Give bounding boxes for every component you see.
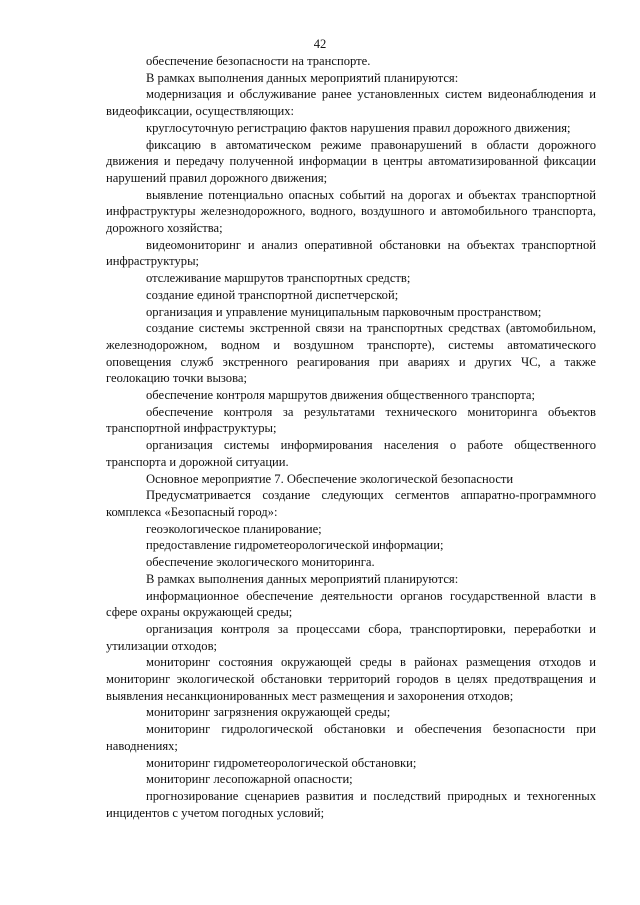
page-number: 42: [313, 37, 327, 51]
paragraph-24: мониторинг загрязнения окружающей среды;: [146, 705, 391, 720]
paragraph-26: мониторинг гидрометеорологической обстановки;: [146, 755, 417, 770]
paragraph-23: мониторинг состояния окружающей среды в районах размещения отходов и мониторинг экологической обстановки территорий городов в целях предотвращения и выявления несанкционированных мест размещения и захоронения отходов;: [106, 655, 596, 703]
paragraph-7: видеомониторинг и анализ оперативной обстановки на объектах транспортной инфраструктуры;: [106, 237, 596, 269]
paragraph-8: отслеживание маршрутов транспортных средств;: [146, 271, 411, 286]
paragraph-19: обеспечение экологического мониторинга.: [146, 555, 375, 570]
paragraph-3: модернизация и обслуживание ранее установленных систем видеонаблюдения и видеофиксации, осуществляющих:: [106, 87, 596, 119]
paragraph-27: мониторинг лесопожарной опасности;: [146, 772, 353, 787]
paragraph-21: информационное обеспечение деятельности органов государственной власти в сфере охраны окружающей среды;: [106, 588, 596, 620]
paragraph-20: В рамках выполнения данных мероприятий планируются:: [146, 571, 459, 586]
paragraph-10: организация и управление муниципальным парковочным пространством;: [146, 304, 542, 319]
paragraph-11: создание системы экстренной связи на транспортных средствах (автомобильном, железнодорожном, водном и воздушном транспорте), системы автоматического оповещения служб экстренного реагирования при авариях и других ЧС, а также геолокацию точки вызова;: [106, 321, 596, 386]
paragraph-9: создание единой транспортной диспетчерской;: [146, 287, 399, 302]
paragraph-1: обеспечение безопасности на транспорте.: [146, 54, 371, 68]
paragraph-28: прогнозирование сценариев развития и последствий природных и техногенных инцидентов с учетом погодных условий;: [106, 788, 596, 820]
paragraph-14: организация системы информирования населения о работе общественного транспорта и дорожной ситуации.: [106, 438, 596, 469]
paragraph-16: Предусматривается создание следующих сегментов аппаратно-программного комплекса «Безопасный город»:: [106, 488, 596, 519]
paragraph-25: мониторинг гидрологической обстановки и обеспечения безопасности при наводнениях;: [106, 722, 596, 753]
paragraph-2: В рамках выполнения данных мероприятий планируются:: [146, 70, 459, 85]
paragraph-18: предоставление гидрометеорологической информации;: [146, 538, 444, 553]
paragraph-5: фиксацию в автоматическом режиме правонарушений в области дорожного движения и передачу полученной информации в центры автоматизированной фиксации нарушений правил дорожного движения;: [106, 137, 596, 185]
paragraph-17: геоэкологическое планирование;: [146, 521, 322, 536]
paragraph-12: обеспечение контроля маршрутов движения общественного транспорта;: [146, 388, 535, 403]
paragraph-4: круглосуточную регистрацию фактов нарушения правил дорожного движения;: [146, 120, 571, 135]
paragraph-22: организация контроля за процессами сбора, транспортировки, переработки и утилизации отходов;: [106, 621, 596, 653]
paragraph-13: обеспечение контроля за результатами технического мониторинга объектов транспортной инфраструктуры;: [106, 404, 596, 436]
section-heading-ecology: Основное мероприятие 7. Обеспечение экологической безопасности: [146, 471, 514, 486]
paragraph-6: выявление потенциально опасных событий на дорогах и объектах транспортной инфраструктуры железнодорожного, водного, воздушного и автомобильного транспорта, дорожного хозяйства;: [106, 187, 596, 236]
body-text: [106, 53, 596, 821]
